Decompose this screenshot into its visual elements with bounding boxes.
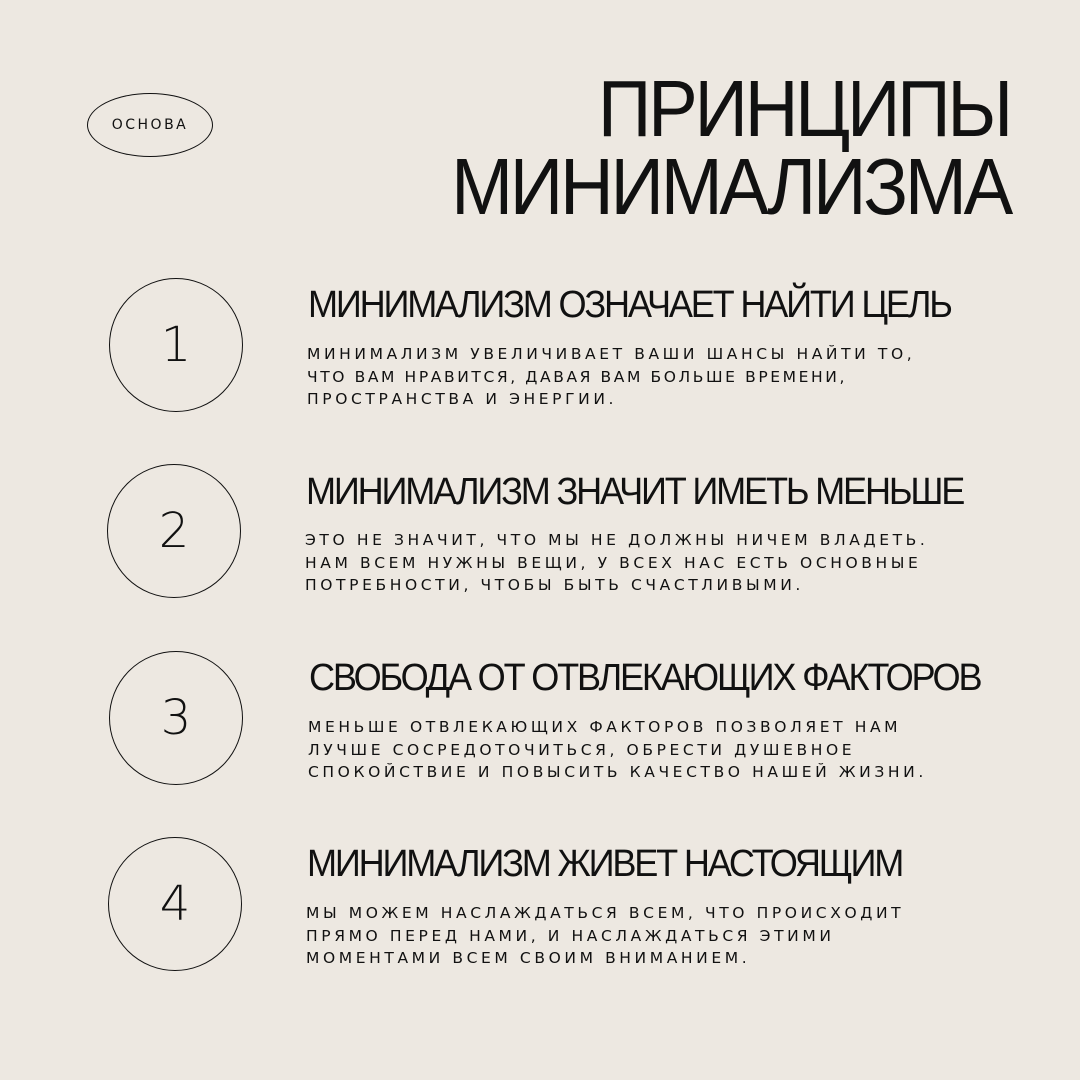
description-line: СПОКОЙСТВИЕ И ПОВЫСИТЬ КАЧЕСТВО НАШЕЙ ЖИЗНИ.	[308, 763, 927, 781]
number-circle	[107, 464, 241, 598]
description-line: НАМ ВСЕМ НУЖНЫ ВЕЩИ, У ВСЕХ НАС ЕСТЬ ОСНОВНЫЕ	[305, 553, 922, 572]
description-line: МОМЕНТАМИ ВСЕМ СВОИМ ВНИМАНИЕМ.	[306, 949, 751, 967]
principle-item-1	[0, 278, 1080, 418]
description-line: ПРЯМО ПЕРЕД НАМИ, И НАСЛАЖДАТЬСЯ ЭТИМИ	[306, 926, 835, 945]
description-line: ЛУЧШЕ СОСРЕДОТОЧИТЬСЯ, ОБРЕСТИ ДУШЕВНОЕ	[308, 740, 856, 759]
item-description	[307, 343, 915, 411]
number-circle	[109, 651, 243, 785]
item-number: 2	[158, 503, 190, 559]
title-line-2: МИНИМАЛИЗМА	[451, 142, 1010, 231]
description-line: МИНИМАЛИЗМ УВЕЛИЧИВАЕТ ВАШИ ШАНСЫ НАЙТИ ТО,	[307, 345, 916, 363]
principle-item-2	[0, 464, 1080, 604]
principle-item-3	[0, 651, 1080, 791]
item-description	[306, 902, 904, 970]
item-heading: МИНИМАЛИЗМ ОЗНАЧАЕТ НАЙТИ ЦЕЛЬ	[308, 284, 951, 326]
item-number: 3	[160, 690, 192, 746]
description-line: ПРОСТРАНСТВА И ЭНЕРГИИ.	[307, 390, 618, 408]
number-circle	[108, 837, 242, 971]
item-number: 4	[159, 876, 191, 932]
item-heading: МИНИМАЛИЗМ ЗНАЧИТ ИМЕТЬ МЕНЬШЕ	[306, 471, 964, 513]
item-heading: СВОБОДА ОТ ОТВЛЕКАЮЩИХ ФАКТОРОВ	[309, 657, 981, 699]
description-line: ЧТО ВАМ НРАВИТСЯ, ДАВАЯ ВАМ БОЛЬШЕ ВРЕМЕНИ,	[307, 367, 848, 386]
description-line: ПОТРЕБНОСТИ, ЧТОБЫ БЫТЬ СЧАСТЛИВЫМИ.	[305, 576, 804, 594]
item-description	[305, 529, 928, 597]
item-heading: МИНИМАЛИЗМ ЖИВЕТ НАСТОЯЩИМ	[307, 843, 903, 885]
principle-item-4	[0, 837, 1080, 977]
badge	[87, 93, 213, 157]
item-number: 1	[160, 317, 192, 373]
item-description	[308, 716, 927, 784]
description-line: ЭТО НЕ ЗНАЧИТ, ЧТО МЫ НЕ ДОЛЖНЫ НИЧЕМ ВЛАДЕТЬ.	[305, 531, 929, 549]
badge-label: ОСНОВА	[111, 117, 189, 133]
description-line: МЫ МОЖЕМ НАСЛАЖДАТЬСЯ ВСЕМ, ЧТО ПРОИСХОДИТ	[306, 904, 905, 922]
number-circle	[109, 278, 243, 412]
page-title	[451, 64, 1010, 231]
title-line-1: ПРИНЦИПЫ	[597, 64, 1010, 153]
description-line: МЕНЬШЕ ОТВЛЕКАЮЩИХ ФАКТОРОВ ПОЗВОЛЯЕТ НАМ	[308, 718, 902, 736]
